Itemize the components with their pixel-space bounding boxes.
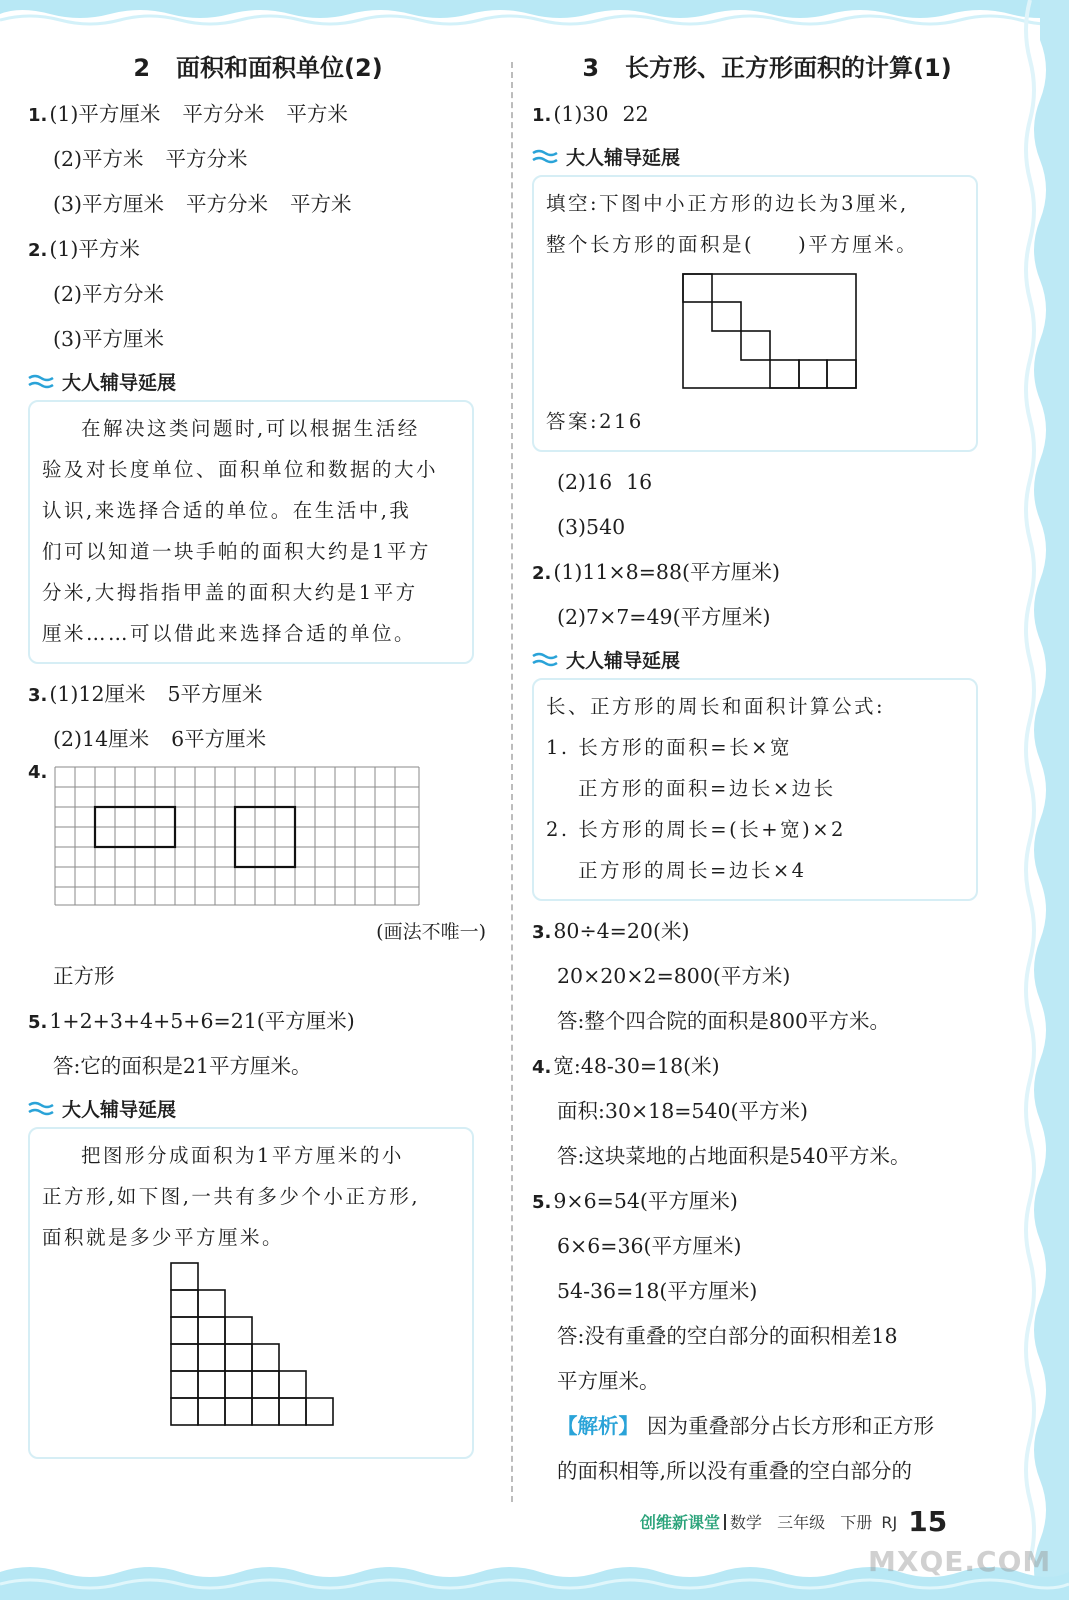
section-number: 3: [582, 54, 600, 82]
extension-text-line: 验及对长度单位、面积单位和数据的大小: [42, 458, 439, 481]
extension-text-line: 厘米……可以借此来选择合适的单位。: [42, 622, 417, 645]
wave-lines-icon: [28, 373, 54, 391]
extension-box: [28, 400, 474, 664]
r-q2-line-1: 2.(1)11×8=88(平方厘米): [532, 560, 780, 584]
q3-line-2: (2)14厘米 6平方厘米: [53, 727, 267, 751]
left-section-title: [28, 48, 488, 88]
q4-answer: 正方形: [53, 964, 115, 988]
extension-label: 大人辅导延展: [566, 650, 681, 672]
extension-text-line: 填空:下图中小正方形的边长为3厘米,: [546, 192, 909, 215]
q4-note: (画法不唯一): [376, 921, 486, 943]
formula-line: 1. 长方形的面积=长×宽: [546, 736, 792, 759]
footer-edition: RJ: [881, 1513, 898, 1532]
right-section-title: [532, 48, 1002, 88]
extension-text-line: 分米,大拇指指甲盖的面积大约是1平方: [42, 581, 418, 604]
formula-line: 长、正方形的周长和面积计算公式:: [546, 695, 886, 718]
q5-line-2: 答:它的面积是21平方厘米。: [53, 1054, 312, 1078]
extension-label: 大人辅导延展: [62, 1099, 177, 1121]
formula-line: 正方形的面积=边长×边长: [578, 777, 836, 800]
q5-line-1: 5.1+2+3+4+5+6=21(平方厘米): [28, 1009, 355, 1033]
r-q3-line-2: 20×20×2=800(平方米): [557, 964, 791, 988]
r-q5-line-4: 答:没有重叠的空白部分的面积相差18: [557, 1324, 898, 1348]
q1-line-2: (2)平方米 平方分米: [53, 147, 248, 171]
r-q5-analysis-line-2: 的面积相等,所以没有重叠的空白部分的: [557, 1459, 913, 1483]
extension-text-line: 们可以知道一块手帕的面积大约是1平方: [42, 540, 431, 563]
wave-lines-icon: [532, 651, 558, 669]
extension-text-line: 在解决这类问题时,可以根据生活经: [81, 417, 420, 440]
extension-box: [532, 678, 978, 901]
q2-line-2: (2)平方分米: [53, 282, 165, 306]
right-column: [532, 48, 1002, 1494]
wave-lines-icon: [28, 1100, 54, 1118]
extension-text-line: 把图形分成面积为1平方厘米的小: [81, 1144, 404, 1167]
extension-label: 大人辅导延展: [62, 372, 177, 394]
page-number: 15: [908, 1505, 948, 1538]
section-title-text: 面积和面积单位(2): [176, 54, 383, 82]
q2-line-1: 2.(1)平方米: [28, 237, 140, 261]
footer-term: 下册: [840, 1513, 873, 1532]
r-q4-line-1: 4.宽:48-30=18(米): [532, 1054, 720, 1078]
r-q5-line-3: 54-36=18(平方厘米): [557, 1279, 758, 1303]
r-q3-line-1: 3.80÷4=20(米): [532, 919, 690, 943]
r-q1-line-3: (3)540: [557, 515, 626, 539]
extension-label: 大人辅导延展: [566, 147, 681, 169]
footer-grade: 三年级: [777, 1513, 826, 1532]
extension-header: [532, 644, 1002, 678]
q3-line-1: 3.(1)12厘米 5平方厘米: [28, 682, 263, 706]
analysis-label: 【解析】: [557, 1414, 639, 1438]
extension-header: [28, 1093, 488, 1127]
extension-header: [532, 141, 1002, 175]
top-wave-border: [0, 0, 1069, 30]
q4-number: 4.: [28, 762, 48, 783]
r-q3-line-3: 答:整个四合院的面积是800平方米。: [557, 1009, 891, 1033]
watermark: MXQE.COM: [868, 1545, 1052, 1578]
q2-line-3: (3)平方厘米: [53, 327, 165, 351]
r-q5-line-5: 平方厘米。: [557, 1369, 660, 1393]
section-title-text: 长方形、正方形面积的计算(1): [625, 54, 952, 82]
r-q5-line-1: 5.9×6=54(平方厘米): [532, 1189, 738, 1213]
extension-text-line: 认识,来选择合适的单位。在生活中,我: [42, 499, 412, 522]
q1-line-3: (3)平方厘米 平方分米 平方米: [53, 192, 352, 216]
footer-separator: [724, 1514, 726, 1530]
q4-grid-figure: [54, 766, 422, 906]
column-divider: [511, 62, 513, 1502]
footer-subject: 数学: [730, 1513, 763, 1532]
r-q1-line-1: 1.(1)30 22: [532, 102, 649, 126]
staircase-rectangle-figure: [682, 273, 858, 391]
page-footer: [640, 1502, 947, 1542]
extension-box: [532, 175, 978, 452]
left-column: [28, 48, 488, 1459]
footer-brand: 创维新课堂: [640, 1513, 721, 1532]
r-q4-line-2: 面积:30×18=540(平方米): [557, 1099, 809, 1123]
extension-text-line: 正方形,如下图,一共有多少个小正方形,: [42, 1185, 421, 1208]
formula-line: 2. 长方形的周长=(长+宽)×2: [546, 818, 846, 841]
q4-block: [28, 762, 488, 910]
formula-line: 正方形的周长=边长×4: [578, 859, 807, 882]
r-q1-line-2: (2)16 16: [557, 470, 653, 494]
r-q5-analysis-line-1: 【解析】 因为重叠部分占长方形和正方形: [557, 1414, 934, 1438]
extension-text-line: 面积就是多少平方厘米。: [42, 1226, 285, 1249]
r-q2-line-2: (2)7×7=49(平方厘米): [557, 605, 771, 629]
extension-answer: 答案:216: [546, 410, 644, 433]
section-number: 2: [133, 54, 151, 82]
extension-text-line: 整个长方形的面积是( )平方厘米。: [546, 233, 919, 256]
q1-line-1: 1.(1)平方厘米 平方分米 平方米: [28, 102, 348, 126]
staircase-figure: [170, 1262, 336, 1428]
extension-header: [28, 366, 488, 400]
right-wave-border: [1020, 0, 1069, 1600]
r-q5-line-2: 6×6=36(平方厘米): [557, 1234, 742, 1258]
extension-box: [28, 1127, 474, 1459]
wave-lines-icon: [532, 148, 558, 166]
r-q4-line-3: 答:这块菜地的占地面积是540平方米。: [557, 1144, 911, 1168]
